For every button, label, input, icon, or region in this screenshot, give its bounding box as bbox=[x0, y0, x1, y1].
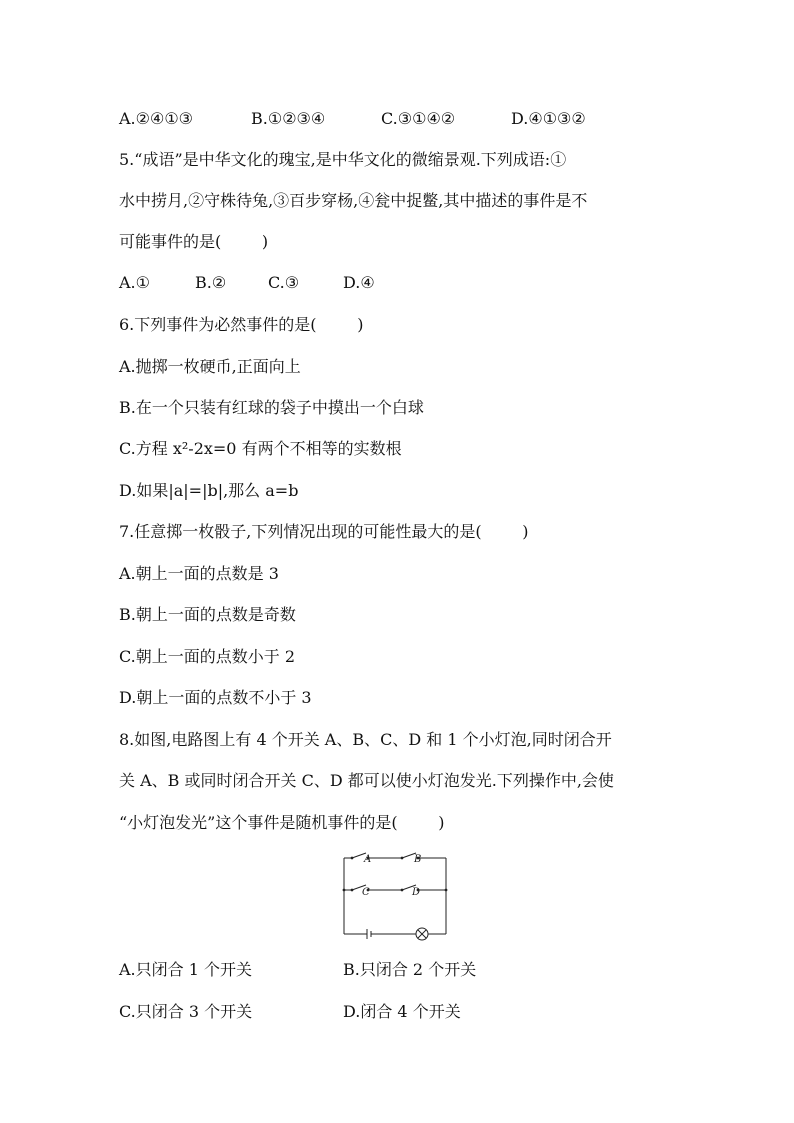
q5-stem-line-2: 水中捞月,②守株待兔,③百步穿杨,④瓮中捉鳖,其中描述的事件是不 bbox=[119, 191, 588, 210]
q4-option-a: A.②④①③ bbox=[119, 109, 194, 128]
switch-d-label: D bbox=[412, 887, 421, 898]
q4-option-d: D.④①③② bbox=[511, 109, 586, 128]
circuit-diagram bbox=[340, 850, 452, 942]
switch-a-label: A bbox=[364, 854, 372, 865]
q4-option-c: C.③①④② bbox=[381, 109, 456, 128]
q5-option-b: B.② bbox=[195, 273, 227, 292]
q4-option-b: B.①②③④ bbox=[251, 109, 326, 128]
q5-option-a: A.① bbox=[119, 273, 150, 292]
q6-option-d: D.如果|a|=|b|,那么 a=b bbox=[119, 481, 299, 500]
q6-option-a: A.抛掷一枚硬币,正面向上 bbox=[119, 357, 301, 376]
q7-stem: 7.任意掷一枚骰子,下列情况出现的可能性最大的是( ) bbox=[119, 522, 529, 541]
q5-option-c: C.③ bbox=[268, 273, 300, 292]
q8-option-d: D.闭合 4 个开关 bbox=[343, 1002, 461, 1021]
q8-stem-line-1: 8.如图,电路图上有 4 个开关 A、B、C、D 和 1 个小灯泡,同时闭合开 bbox=[119, 730, 612, 749]
q7-option-a: A.朝上一面的点数是 3 bbox=[119, 564, 279, 583]
q7-option-c: C.朝上一面的点数小于 2 bbox=[119, 647, 296, 666]
q5-stem-line-3: 可能事件的是( ) bbox=[119, 232, 269, 251]
switch-b-label: B bbox=[414, 854, 422, 865]
q5-option-d: D.④ bbox=[343, 273, 375, 292]
q6-stem: 6.下列事件为必然事件的是( ) bbox=[119, 315, 364, 334]
q6-option-b: B.在一个只装有红球的袋子中摸出一个白球 bbox=[119, 398, 424, 417]
q8-option-b: B.只闭合 2 个开关 bbox=[343, 960, 477, 979]
q5-stem-line-1: 5.“成语”是中华文化的瑰宝,是中华文化的微缩景观.下列成语:① bbox=[119, 150, 567, 169]
q6-option-c: C.方程 x²-2x=0 有两个不相等的实数根 bbox=[119, 439, 402, 458]
q7-option-d: D.朝上一面的点数不小于 3 bbox=[119, 688, 312, 707]
q8-option-c: C.只闭合 3 个开关 bbox=[119, 1002, 253, 1021]
q8-stem-line-2: 关 A、B 或同时闭合开关 C、D 都可以使小灯泡发光.下列操作中,会使 bbox=[119, 771, 614, 790]
q7-option-b: B.朝上一面的点数是奇数 bbox=[119, 605, 296, 624]
q8-stem-line-3: “小灯泡发光”这个事件是随机事件的是( ) bbox=[119, 813, 445, 832]
switch-c-label: C bbox=[362, 887, 370, 898]
q8-option-a: A.只闭合 1 个开关 bbox=[119, 960, 252, 979]
